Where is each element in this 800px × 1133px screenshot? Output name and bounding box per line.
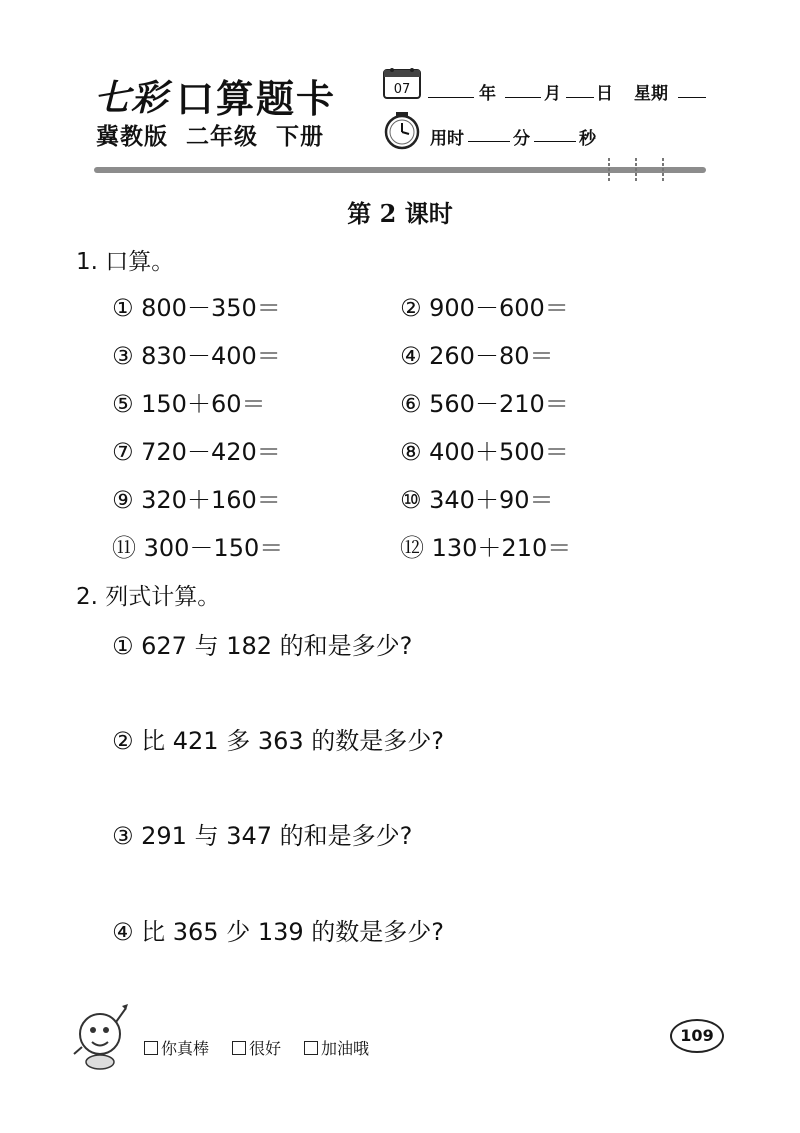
rating-label: 加油哦	[321, 1039, 370, 1058]
mental-math-problem: ④ 260－80＝	[400, 342, 554, 370]
weekday-label: 星期	[634, 84, 668, 104]
checkbox-icon[interactable]	[232, 1041, 246, 1055]
checkbox-icon[interactable]	[304, 1041, 318, 1055]
mental-math-problem: ⑨ 320＋160＝	[112, 486, 281, 514]
day-blank[interactable]	[566, 97, 594, 98]
day-label: 日	[596, 84, 613, 104]
header-divider	[94, 167, 706, 173]
mental-math-problem: ① 800－350＝	[112, 294, 281, 322]
brand-title: 口算题卡	[176, 77, 337, 121]
month-label: 月	[544, 84, 561, 104]
checkbox-icon[interactable]	[144, 1041, 158, 1055]
divider-ornament	[660, 158, 666, 182]
divider-ornament	[633, 158, 639, 182]
rating-excellent[interactable]	[144, 1036, 209, 1059]
word-problem: ③ 291 与 347 的和是多少?	[112, 822, 413, 850]
edition-subtitle: 冀教版 二年级 下册	[96, 124, 325, 150]
rating-good[interactable]	[232, 1036, 281, 1059]
section-2-heading: 2. 列式计算。	[76, 584, 221, 610]
mascot-illustration	[70, 1002, 134, 1072]
month-blank[interactable]	[505, 97, 541, 98]
word-problem: ② 比 421 多 363 的数是多少?	[112, 727, 445, 755]
rating-keep-going[interactable]	[304, 1036, 369, 1059]
divider-ornament	[606, 158, 612, 182]
calendar-day: 07	[393, 82, 411, 97]
word-problem: ④ 比 365 少 139 的数是多少?	[112, 918, 445, 946]
mental-math-problem: ③ 830－400＝	[112, 342, 281, 370]
mental-math-problem: ⑤ 150＋60＝	[112, 390, 266, 418]
year-label: 年	[479, 84, 496, 104]
mental-math-problem: ⑦ 720－420＝	[112, 438, 281, 466]
rating-label: 很好	[249, 1039, 282, 1058]
brand-script: 七彩	[94, 77, 169, 119]
rating-label: 你真棒	[161, 1039, 210, 1058]
calendar-icon	[382, 66, 422, 100]
seconds-blank[interactable]	[534, 141, 576, 142]
year-blank[interactable]	[428, 97, 474, 98]
time-used-label: 用时	[430, 129, 464, 149]
mental-math-problem: ⑥ 560－210＝	[400, 390, 569, 418]
mental-math-problem: ⑪ 300－150＝	[112, 534, 284, 562]
minutes-blank[interactable]	[468, 141, 510, 142]
weekday-blank[interactable]	[678, 97, 706, 98]
section-1-heading: 1. 口算。	[76, 249, 175, 275]
mental-math-problem: ⑧ 400＋500＝	[400, 438, 569, 466]
word-problem: ① 627 与 182 的和是多少?	[112, 632, 413, 660]
lesson-title: 第 2 课时	[347, 199, 453, 228]
seconds-label: 秒	[579, 129, 596, 149]
mental-math-problem: ⑩ 340＋90＝	[400, 486, 554, 514]
mental-math-problem: ② 900－600＝	[400, 294, 569, 322]
mental-math-problem: ⑫ 130＋210＝	[400, 534, 572, 562]
minutes-label: 分	[513, 129, 530, 149]
page-number: 109	[670, 1019, 724, 1053]
clock-icon	[382, 112, 422, 150]
